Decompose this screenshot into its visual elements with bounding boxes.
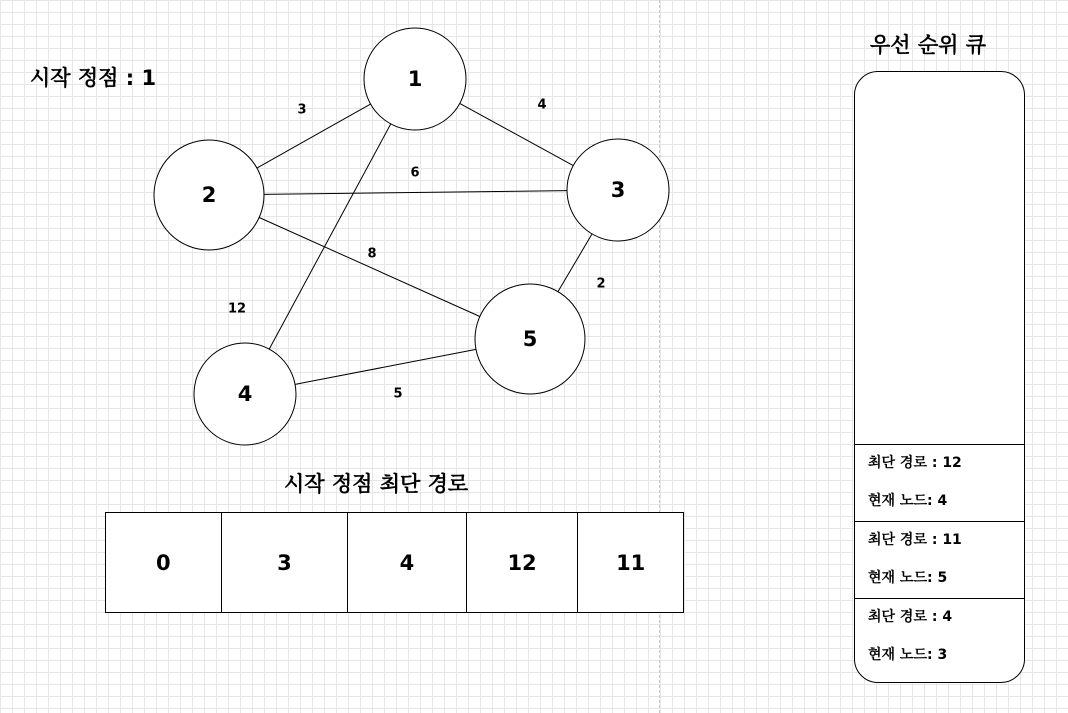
priority-queue-items (855, 444, 1024, 675)
edge-weight-label: 3 (297, 102, 307, 118)
queue-item (855, 444, 1024, 521)
node-label: 2 (201, 183, 217, 207)
graph-diagram (0, 0, 700, 460)
graph-node-5 (475, 284, 585, 394)
graph-node-3 (567, 139, 669, 241)
edge-1-2 (257, 104, 371, 168)
priority-queue (854, 71, 1025, 683)
edge-1-4 (269, 124, 391, 349)
queue-item-node: 현재 노드: 3 (868, 647, 948, 663)
edge-2-3 (264, 191, 567, 195)
graph-node-4 (194, 343, 296, 445)
edge-weight-label: 4 (537, 97, 547, 113)
edge-weight-label: 8 (367, 246, 377, 262)
edge-weight-label: 6 (410, 165, 420, 181)
queue-item-node: 현재 노드: 4 (868, 493, 948, 509)
distance-cell-4: 12 (467, 513, 579, 612)
distance-table (105, 512, 684, 613)
queue-item-node: 현재 노드: 5 (868, 570, 948, 586)
node-label: 3 (610, 178, 626, 202)
node-label: 4 (237, 382, 253, 406)
edge-2-5 (259, 218, 480, 317)
start-vertex-label: 시작 정점 : 1 (30, 66, 157, 90)
edge-weight-label: 12 (227, 301, 247, 317)
distance-cell-5: 11 (616, 550, 646, 575)
edge-3-5 (558, 234, 592, 292)
queue-item-distance: 최단 경로 : 11 (868, 532, 962, 548)
priority-queue-title: 우선 순위 큐 (870, 33, 987, 57)
distance-cell-3: 4 (348, 513, 467, 612)
distance-cell-1: 0 (106, 513, 222, 612)
edge-weight-label: 2 (596, 276, 606, 292)
queue-item-distance: 최단 경로 : 12 (868, 455, 962, 471)
queue-item (855, 598, 1024, 675)
node-label: 1 (407, 67, 423, 91)
distance-table-title: 시작 정점 최단 경로 (284, 472, 469, 496)
node-label: 5 (522, 327, 538, 351)
distance-cell-2: 3 (222, 513, 349, 612)
graph-node-1 (364, 28, 466, 130)
queue-item (855, 521, 1024, 598)
graph-node-2 (154, 140, 264, 250)
edge-4-5 (295, 349, 476, 384)
edge-weight-label: 5 (393, 386, 403, 402)
edge-1-3 (460, 103, 574, 165)
queue-item-distance: 최단 경로 : 4 (868, 609, 953, 625)
